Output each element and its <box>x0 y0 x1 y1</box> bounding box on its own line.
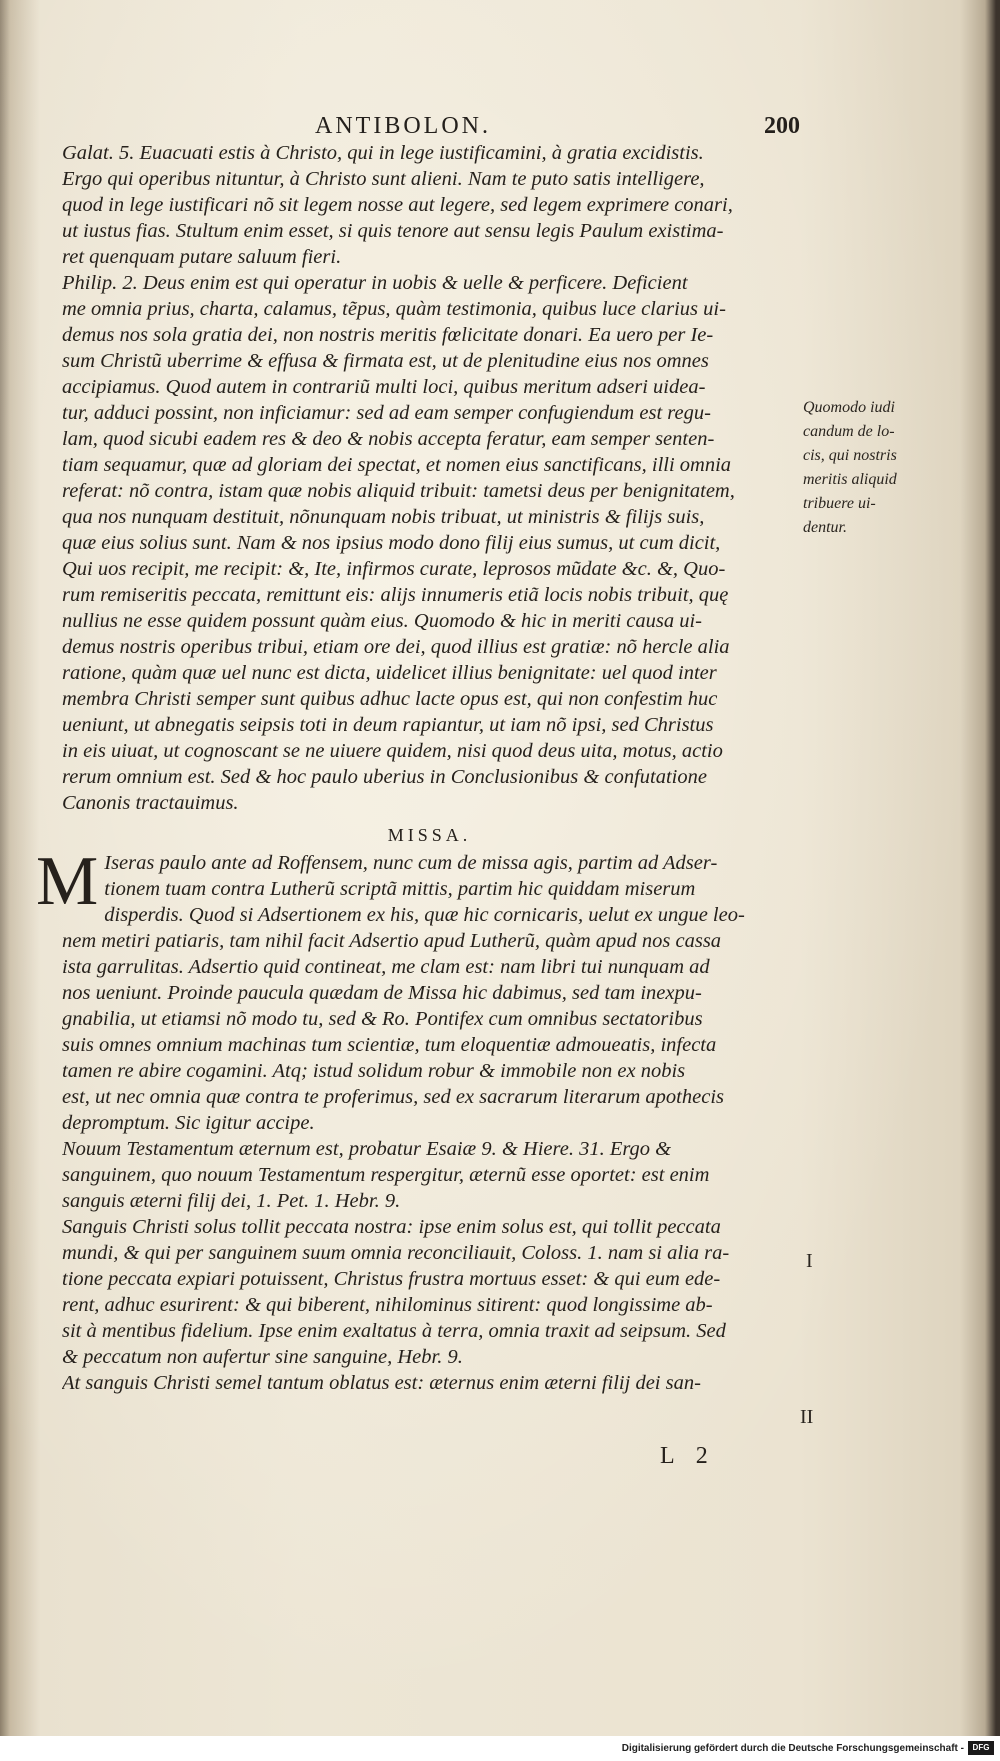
margin-note-line: cis, qui nostris <box>803 447 897 464</box>
text-line: Ergo qui operibus nituntur, à Christo sunt alieni. Nam te puto satis intelligere, <box>62 168 705 190</box>
text-line: rerum omnium est. Sed & hoc paulo uberius in Conclusionibus & confutatione <box>62 766 707 788</box>
drop-cap: M <box>36 843 99 920</box>
text-line: referat: nõ contra, istam quæ nobis aliquid tribuit: tametsi deus per benignitatem, <box>62 480 735 502</box>
text-line: rent, adhuc esurirent: & qui biberent, nihilominus sitirent: quod longissime ab- <box>62 1294 713 1316</box>
text-line: sanguinem, quo nouum Testamentum respergitur, æternũ esse oportet: est enim <box>62 1164 710 1186</box>
text-line: sanguis æterni filij dei, 1. Pet. 1. Hebr. 9. <box>62 1190 401 1212</box>
dfg-logo: DFG <box>968 1741 994 1755</box>
text-line: lam, quod sicubi eadem res & deo & nobis accepta feratur, eam semper senten- <box>62 428 715 450</box>
text-line: qua nos nunquam destituit, nõnunquam nobis tribuat, ut ministris & filijs suis, <box>62 506 705 528</box>
text-line: nos ueniunt. Proinde paucula quædam de Missa hic dabimus, sed tam inexpu- <box>62 982 702 1004</box>
text-line: quod in lege iustificari nõ sit legem nosse aut legere, sed legem exprimere conari, <box>62 194 733 216</box>
text-line: Galat. 5. Euacuati estis à Christo, qui in lege iustificamini, à gratia excidistis. <box>62 142 704 164</box>
text-line: nullius ne esse quidem possunt quàm eius. Quomodo & hic in meriti causa ui- <box>62 610 703 632</box>
main-text <box>36 140 797 1396</box>
text-line: tamen re abire cogamini. Atq; istud solidum robur & immobile non ex nobis <box>62 1060 686 1082</box>
text-line: depromptum. Sic igitur accipe. <box>62 1112 315 1134</box>
text-line: Nouum Testamentum æternum est, probatur Esaiæ 9. & Hiere. 31. Ergo & <box>62 1138 672 1160</box>
digitization-footer <box>0 1736 1000 1761</box>
margin-note-line: tribuere ui- <box>803 495 876 512</box>
margin-note <box>803 396 915 540</box>
section-heading: MISSA. <box>387 825 472 845</box>
signature-mark: L 2 <box>660 1443 716 1469</box>
funding-credit: Digitalisierung gefördert durch die Deutsche Forschungsgemeinschaft - <box>621 1743 964 1754</box>
folio-number: 200 <box>764 113 800 139</box>
margin-note-line: Quomodo iudi <box>803 399 895 416</box>
margin-note-line: dentur. <box>803 519 847 536</box>
text-line: ueniunt, ut abnegatis seipsis toti in deum rapiantur, ut iam nõ ipsi, sed Christus <box>62 714 714 736</box>
text-line: tionem tuam contra Lutherũ scriptã mittis, partim hic quiddam miserum <box>104 878 696 900</box>
text-line: in eis uiuat, ut cognoscant se ne uiuere quidem, nisi quod deus uita, motus, actio <box>62 740 723 762</box>
margin-note-line: candum de lo- <box>803 423 895 440</box>
text-line: gnabilia, ut etiamsi nõ modo tu, sed & Ro. Pontifex cum omnibus sectatoribus <box>62 1008 703 1030</box>
text-line: membra Christi semper sunt quibus adhuc lacte opus est, qui non confestim huc <box>62 688 718 710</box>
text-line: ret quenquam putare saluum fieri. <box>62 246 342 268</box>
text-line: Sanguis Christi solus tollit peccata nostra: ipse enim solus est, qui tollit peccata <box>62 1216 721 1238</box>
text-line: sum Christũ uberrime & effusa & firmata est, ut de plenitudine eius nos omnes <box>62 350 709 372</box>
text-line: At sanguis Christi semel tantum oblatus est: æternus enim æterni filij dei san- <box>62 1372 701 1394</box>
margin-note-line: meritis aliquid <box>803 471 897 488</box>
text-line: demus nostris operibus tribui, etiam ore dei, quod illius est gratiæ: nõ hercle alia <box>62 636 730 658</box>
text-line: Philip. 2. Deus enim est qui operatur in uobis & uelle & perficere. Deficient <box>62 272 688 294</box>
text-line: ut iustus fias. Stultum enim esset, si quis tenore aut sensu legis Paulum existima- <box>62 220 724 242</box>
text-line: ista garrulitas. Adsertio quid contineat, me clam est: nam libri tui nunquam ad <box>62 956 710 978</box>
text-line: disperdis. Quod si Adsertionem ex his, quæ hic cornicaris, uelut ex ungue leo- <box>104 904 745 926</box>
text-line: tiam sequamur, quæ ad gloriam dei spectat, et nomen eius sanctificans, illi omnia <box>62 454 732 476</box>
text-line: suis omnes omnium machinas tum scientiæ, tum eloquentiæ admoueatis, infecta <box>62 1034 717 1056</box>
text-line: Qui uos recipit, me recipit: &, Ite, infirmos curate, leprosos mũdate &c. &, Quo- <box>62 558 726 580</box>
text-line: rum remiseritis peccata, remittunt eis: alijs innumeris etiã locis nobis tribuit, quę <box>62 584 729 606</box>
text-line: Iseras paulo ante ad Roffensem, nunc cum de missa agis, partim ad Adser- <box>104 852 718 874</box>
argument-marker-one: I <box>806 1250 813 1272</box>
text-line: est, ut nec omnia quæ contra te proferimus, sed ex sacrarum literarum apothecis <box>62 1086 724 1108</box>
text-line: accipiamus. Quod autem in contrariũ multi loci, quibus meritum adseri uidea- <box>62 376 706 398</box>
text-line: mundi, & qui per sanguinem suum omnia reconciliauit, Coloss. 1. nam si alia ra- <box>62 1242 730 1264</box>
text-line: nem metiri patiaris, tam nihil facit Adsertio apud Lutherũ, quàm apud nos cassa <box>62 930 722 952</box>
text-line: Canonis tractauimus. <box>62 792 239 814</box>
text-line: & peccatum non aufertur sine sanguine, Hebr. 9. <box>62 1346 463 1368</box>
text-line: quæ eius solius sunt. Nam & nos ipsius modo dono filij eius sumus, ut cum dicit, <box>62 532 721 554</box>
text-line: me omnia prius, charta, calamus, tẽpus, quàm testimonia, quibus luce clarius ui- <box>62 298 726 320</box>
text-line: sit à mentibus fidelium. Ipse enim exaltatus à terra, omnia traxit ad seipsum. Sed <box>62 1320 726 1342</box>
running-title: ANTIBOLON. <box>315 113 491 139</box>
text-line: tione peccata expiari potuissent, Christus frustra mortuus esset: & qui eum ede- <box>62 1268 721 1290</box>
text-line: demus nos sola gratia dei, non nostris meritis fœlicitate donari. Ea uero per Ie- <box>62 324 714 346</box>
text-line: tur, adduci possint, non inficiamur: sed ad eam semper confugiendum est regu- <box>62 402 711 424</box>
argument-marker-two: II <box>800 1406 814 1428</box>
text-line: ratione, quàm quæ uel nunc est dicta, uidelicet illius benignitate: uel quod inter <box>62 662 717 684</box>
